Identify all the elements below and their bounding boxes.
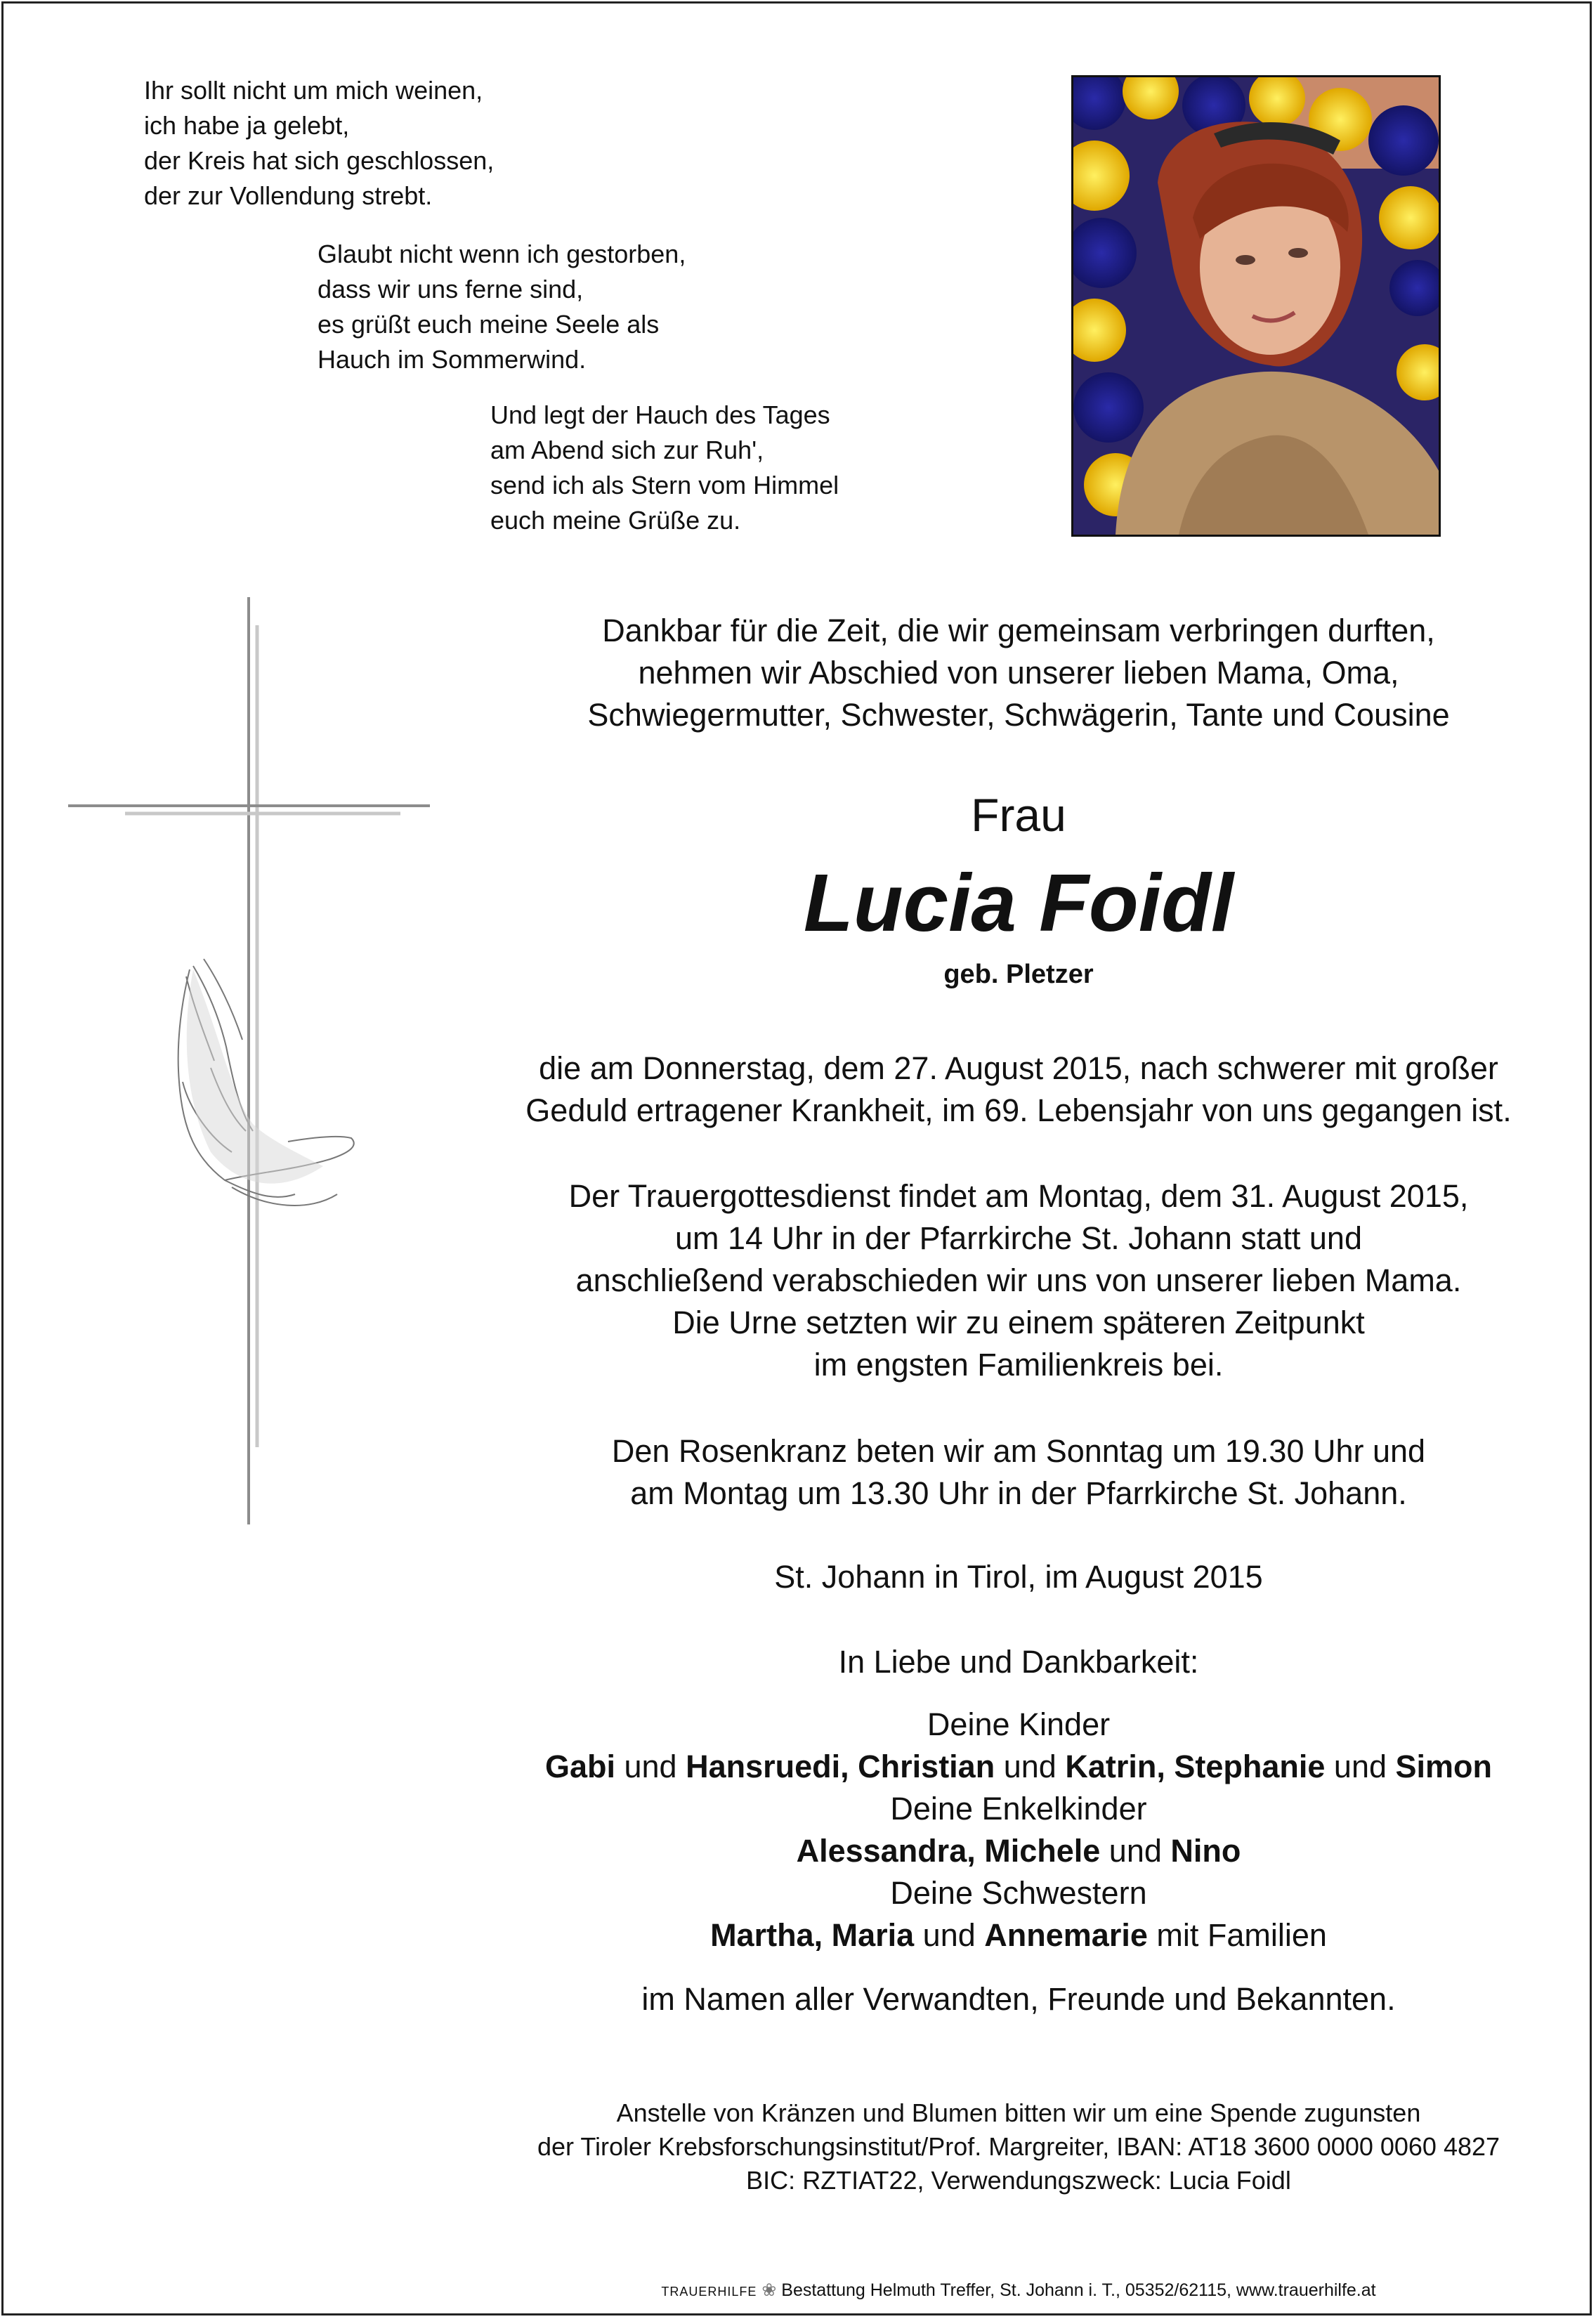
- birth-name: geb. Pletzer: [943, 960, 1094, 989]
- relatives-line: im Namen aller Verwandten, Freunde und Bekannten.: [641, 1981, 1396, 2017]
- intro-line: nehmen wir Abschied von unserer lieben Mama, Oma,: [638, 655, 1399, 691]
- service-line: im engsten Familienkreis bei.: [813, 1347, 1224, 1383]
- footer-text: Bestattung Helmuth Treffer, St. Johann i. T., 05352/62115, www.trauerhilfe.at: [781, 2280, 1376, 2300]
- portrait-photo: [1071, 75, 1441, 537]
- poem-stanza-1: [144, 73, 494, 214]
- service-info: [450, 1175, 1588, 1386]
- conjunction: und: [1003, 1749, 1057, 1784]
- poem-line: Ihr sollt nicht um mich weinen,: [144, 76, 483, 105]
- salutation: Frau: [971, 789, 1066, 841]
- donation-line: Anstelle von Kränzen und Blumen bitten wir um eine Spende zugunsten: [616, 2098, 1421, 2127]
- poem-line: send ich als Stern vom Himmel: [490, 471, 839, 499]
- name: Martha, Maria: [710, 1917, 915, 1953]
- poem-line: der Kreis hat sich geschlossen,: [144, 146, 495, 175]
- poem-line: euch meine Grüße zu.: [490, 506, 741, 535]
- intro-line: Schwiegermutter, Schwester, Schwägerin, Tante und Cousine: [587, 697, 1450, 733]
- poem-line: ich habe ja gelebt,: [144, 111, 350, 140]
- poem-line: Und legt der Hauch des Tages: [490, 400, 830, 429]
- poem-stanza-3: [490, 398, 839, 538]
- poem-line: es grüßt euch meine Seele als: [318, 310, 660, 339]
- sisters-names: [450, 1914, 1588, 1957]
- death-notice-line: die am Donnerstag, dem 27. August 2015, nach schwerer mit großer: [539, 1050, 1498, 1086]
- conjunction: und: [1333, 1749, 1387, 1784]
- leaf-icon: ❀: [761, 2280, 777, 2300]
- death-notice-line: Geduld ertragener Krankheit, im 69. Lebensjahr von uns gegangen ist.: [525, 1092, 1512, 1128]
- hands-shading: [187, 969, 323, 1184]
- funeral-home-footer: [450, 2278, 1588, 2304]
- poem-line: Glaubt nicht wenn ich gestorben,: [318, 240, 686, 268]
- deceased-name: Lucia Foidl: [803, 857, 1234, 948]
- intro-line: Dankbar für die Zeit, die wir gemeinsam verbringen durften,: [602, 613, 1435, 648]
- poem-line: dass wir uns ferne sind,: [318, 275, 584, 303]
- donation-line: der Tiroler Krebsforschungsinstitut/Prof. Margreiter, IBAN: AT18 3600 0000 0060 4827: [537, 2132, 1500, 2161]
- name: Nino: [1170, 1833, 1241, 1869]
- poem-line: Hauch im Sommerwind.: [318, 345, 587, 374]
- place-date: St. Johann in Tirol, im August 2015: [774, 1559, 1263, 1595]
- conjunction: und: [624, 1749, 677, 1784]
- name: Katrin, Stephanie: [1065, 1749, 1326, 1784]
- grandchildren-heading: Deine Enkelkinder: [890, 1791, 1147, 1827]
- closing-line: In Liebe und Dankbarkeit:: [838, 1644, 1199, 1680]
- poem-line: am Abend sich zur Ruh',: [490, 436, 764, 464]
- grandchildren-names: [450, 1830, 1588, 1872]
- children-names: [450, 1746, 1588, 1788]
- poem-line: der zur Vollendung strebt.: [144, 181, 433, 210]
- suffix: mit Familien: [1156, 1917, 1327, 1953]
- name: Simon: [1395, 1749, 1493, 1784]
- name: Hansruedi, Christian: [686, 1749, 995, 1784]
- donation-line: BIC: RZTIAT22, Verwendungszweck: Lucia Foidl: [746, 2166, 1291, 2195]
- service-line: anschließend verabschieden wir uns von unserer lieben Mama.: [575, 1262, 1462, 1298]
- intro-text: [450, 610, 1588, 736]
- donation-request: [450, 2096, 1588, 2197]
- conjunction: und: [922, 1917, 976, 1953]
- death-notice: [450, 1047, 1588, 1132]
- service-line: Die Urne setzten wir zu einem späteren Zeitpunkt: [672, 1305, 1365, 1340]
- service-line: um 14 Uhr in der Pfarrkirche St. Johann statt und: [675, 1220, 1362, 1256]
- family-list: [450, 1704, 1588, 1957]
- rosary-info: [450, 1430, 1588, 1515]
- footer-brand: TRAUERHILFE: [661, 2285, 757, 2299]
- portrait-illustration: [1073, 77, 1439, 535]
- rosary-line: am Montag um 13.30 Uhr in der Pfarrkirche St. Johann.: [630, 1475, 1407, 1511]
- children-heading: Deine Kinder: [927, 1706, 1111, 1742]
- name: Alessandra, Michele: [796, 1833, 1101, 1869]
- poem-stanza-2: [318, 237, 686, 377]
- service-line: Der Trauergottesdienst findet am Montag, dem 31. August 2015,: [568, 1178, 1469, 1214]
- conjunction: und: [1108, 1833, 1162, 1869]
- cross-praying-hands-illustration: [42, 576, 464, 1560]
- name: Gabi: [544, 1749, 615, 1784]
- name: Annemarie: [984, 1917, 1148, 1953]
- rosary-line: Den Rosenkranz beten wir am Sonntag um 19.30 Uhr und: [611, 1433, 1426, 1469]
- sisters-heading: Deine Schwestern: [890, 1875, 1147, 1911]
